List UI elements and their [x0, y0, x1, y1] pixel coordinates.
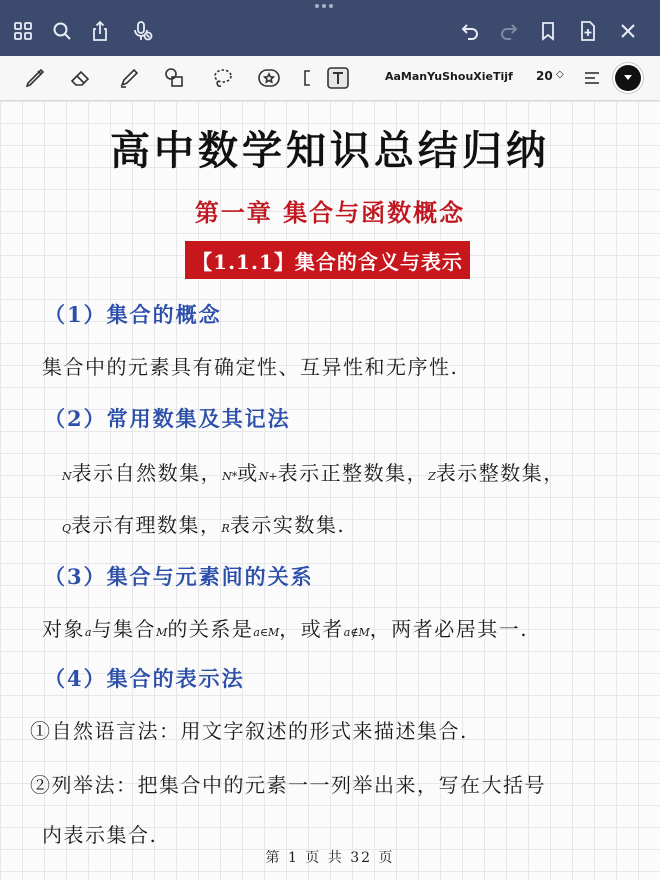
text-fragment: 表示有理数集，: [71, 513, 222, 537]
number-sets-line-2: [62, 509, 345, 538]
text-fragment: 与集合: [91, 617, 157, 641]
text-fragment: 表示整数集，: [435, 461, 565, 485]
app-top-bar: [0, 0, 660, 56]
set-concept-text: 集合中的元素具有确定性、互异性和无序性.: [42, 355, 459, 379]
sticker-tool-icon[interactable]: [256, 65, 282, 91]
document-title: 高中数学知识总结归纳: [110, 127, 550, 174]
heading-number-sets: （2）常用数集及其记法: [44, 406, 291, 431]
close-icon[interactable]: [617, 20, 639, 42]
redo-icon[interactable]: [498, 20, 520, 42]
text-color-swatch[interactable]: [615, 65, 641, 91]
drawing-toolbar: [0, 56, 660, 101]
text-tool-icon[interactable]: [325, 65, 351, 91]
window-grip-handle[interactable]: [315, 4, 345, 9]
undo-icon[interactable]: [459, 20, 481, 42]
text-fragment: ，或者: [279, 617, 344, 641]
font-size-value[interactable]: 20: [536, 69, 553, 83]
math-expression: a∉M: [343, 626, 370, 639]
font-size-stepper-icon[interactable]: ◇: [556, 69, 564, 80]
highlighter-tool-icon[interactable]: [116, 65, 142, 91]
representation-enumeration: ②列举法：把集合中的元素一一列举出来，写在大括号: [30, 773, 546, 797]
text-fragment: 对象: [42, 617, 85, 641]
math-expression: a∈M: [253, 626, 280, 639]
text-fragment: 表示正整数集，: [277, 461, 429, 485]
text-fragment: 的关系是: [167, 617, 254, 641]
section-banner: 【1.1.1】集合的含义与表示: [185, 241, 470, 279]
math-symbol: Q: [62, 522, 72, 535]
text-fragment: ，两者必居其一.: [369, 617, 529, 641]
set-element-relation-text: [42, 613, 528, 642]
lasso-tool-icon[interactable]: [210, 65, 236, 91]
math-symbol: M: [156, 626, 168, 639]
search-icon[interactable]: [51, 20, 73, 42]
math-symbol: R: [221, 522, 230, 535]
representation-enumeration-cont: 内表示集合.: [42, 823, 158, 847]
math-symbol: a: [85, 626, 92, 639]
heading-set-concept: （1）集合的概念: [44, 302, 222, 327]
math-symbol: Z: [428, 470, 436, 483]
pen-tool-icon[interactable]: [22, 65, 48, 91]
math-symbol: N: [62, 470, 72, 483]
chapter-title: 第一章 集合与函数概念: [194, 198, 466, 227]
share-icon[interactable]: [89, 20, 111, 42]
representation-natural-language: ①自然语言法：用文字叙述的形式来描述集合.: [30, 719, 468, 743]
font-name-selector[interactable]: AaManYuShouXieTijf: [385, 70, 513, 83]
page-number-footer: 第 1 页 共 32 页: [265, 850, 395, 866]
mic-icon[interactable]: [131, 20, 153, 42]
heading-set-element-relation: （3）集合与元素间的关系: [44, 564, 314, 589]
shapes-tool-icon[interactable]: [162, 65, 188, 91]
text-fragment: 或: [237, 461, 259, 485]
math-symbol: N*: [222, 470, 238, 483]
text-fragment: 表示实数集.: [229, 513, 346, 537]
text-align-icon[interactable]: [583, 69, 601, 87]
math-symbol: N+: [258, 470, 278, 483]
heading-set-representation: （4）集合的表示法: [44, 666, 245, 691]
number-sets-line-1: [62, 457, 565, 486]
bookmark-icon[interactable]: [537, 20, 559, 42]
add-page-icon[interactable]: [577, 20, 599, 42]
image-tool-icon[interactable]: [300, 65, 314, 91]
note-page[interactable]: [0, 101, 660, 880]
text-fragment: 表示自然数集，: [71, 461, 223, 485]
eraser-tool-icon[interactable]: [68, 65, 94, 91]
grid-icon[interactable]: [12, 20, 34, 42]
